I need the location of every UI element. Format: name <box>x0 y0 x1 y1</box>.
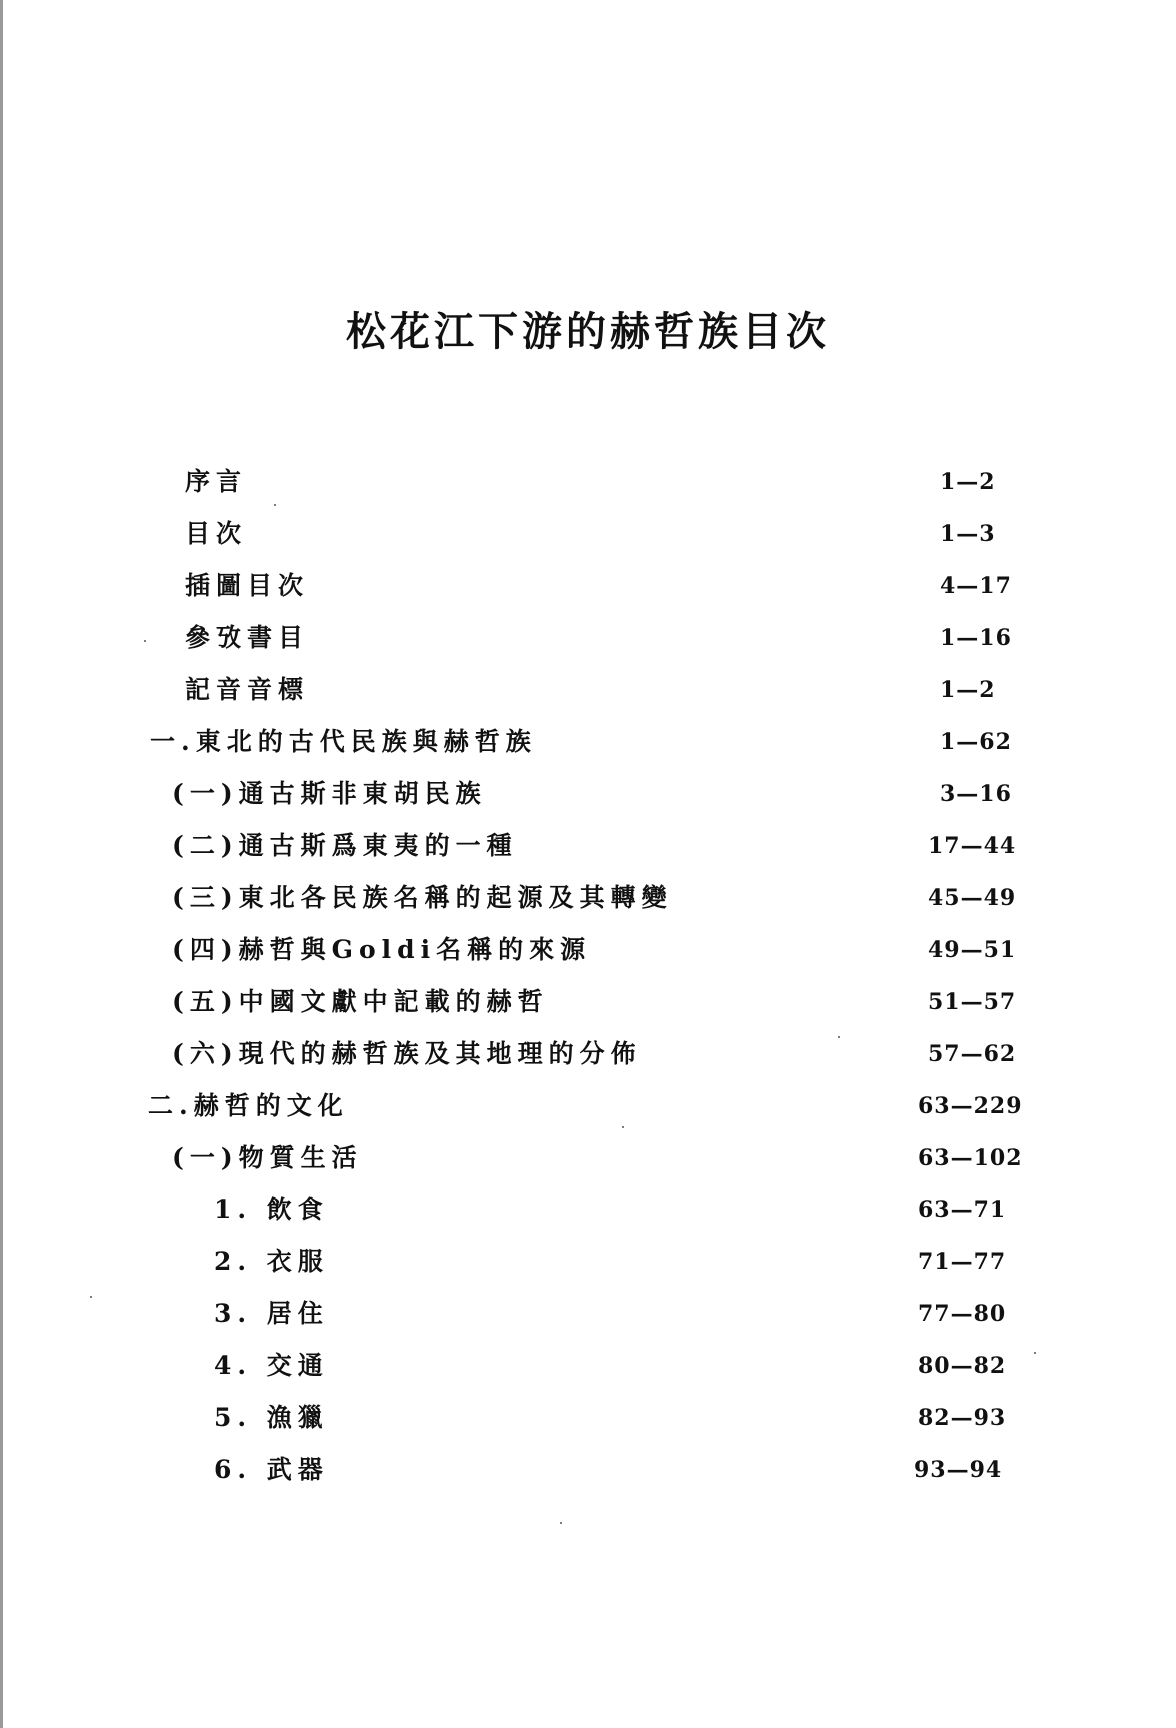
toc-entry-pages: 1—2 <box>940 469 996 495</box>
toc-entry <box>0 618 1176 658</box>
toc-entry-label: 1. 飲食 <box>214 1195 329 1224</box>
toc-entry <box>0 1138 1176 1178</box>
toc-entry-pages: 82—93 <box>918 1405 1007 1431</box>
toc-entry-pages: 93—94 <box>914 1457 1003 1483</box>
toc-entry <box>0 826 1176 866</box>
toc-entry-label: 6. 武器 <box>214 1455 329 1484</box>
scan-speck <box>90 1296 92 1298</box>
toc-entry-label: (三)東北各民族名稱的起源及其轉變 <box>172 883 673 912</box>
toc-entry <box>0 774 1176 814</box>
toc-entry-pages: 1—2 <box>940 677 996 703</box>
toc-entry <box>0 1034 1176 1074</box>
page-title: 松花江下游的赫哲族目次 <box>346 308 830 355</box>
toc-entry-label: 一.東北的古代民族與赫哲族 <box>150 727 537 756</box>
scan-speck <box>274 504 276 506</box>
toc-entry-label: (五)中國文獻中記載的赫哲 <box>172 987 549 1016</box>
scan-speck <box>838 1036 840 1038</box>
toc-entry-pages: 49—51 <box>928 937 1017 963</box>
toc-entry-label: (一)物質生活 <box>172 1143 363 1172</box>
scan-speck <box>622 1126 624 1128</box>
toc-entry-label: (六)現代的赫哲族及其地理的分佈 <box>172 1039 642 1068</box>
toc-entry <box>0 930 1176 970</box>
scan-speck <box>560 1522 562 1524</box>
toc-entry-label: 二.赫哲的文化 <box>148 1091 349 1120</box>
toc-entry-pages: 1—3 <box>940 521 996 547</box>
toc-entry-pages: 57—62 <box>928 1041 1017 1067</box>
toc-entry <box>0 982 1176 1022</box>
toc-entry-pages: 3—16 <box>940 781 1012 807</box>
toc-entry-pages: 4—17 <box>940 573 1012 599</box>
scan-speck <box>1034 1352 1036 1354</box>
scan-speck <box>144 640 146 642</box>
toc-entry-label: 參攷書目 <box>185 623 310 652</box>
toc-entry-pages: 1—16 <box>940 625 1012 651</box>
toc-entry-label: 序言 <box>185 467 248 496</box>
toc-entry <box>0 566 1176 606</box>
toc-entry <box>0 1242 1176 1282</box>
toc-entry-pages: 45—49 <box>928 885 1017 911</box>
toc-entry-label: 記音音標 <box>185 675 310 704</box>
toc-entry <box>0 670 1176 710</box>
toc-entry <box>0 514 1176 554</box>
toc-entry-pages: 71—77 <box>918 1249 1007 1275</box>
toc-entry-label: (二)通古斯爲東夷的一種 <box>172 831 518 860</box>
toc-entry-label: 2. 衣服 <box>214 1247 329 1276</box>
toc-entry-label: 5. 漁獵 <box>214 1403 329 1432</box>
toc-entry <box>0 462 1176 502</box>
toc-entry-pages: 63—229 <box>918 1093 1023 1119</box>
toc-entry-pages: 77—80 <box>918 1301 1007 1327</box>
toc-entry <box>0 1398 1176 1438</box>
toc-entry-pages: 51—57 <box>928 989 1017 1015</box>
toc-entry-label: (四)赫哲與Goldi名稱的來源 <box>172 935 592 964</box>
toc-entry-pages: 63—71 <box>918 1197 1007 1223</box>
toc-entry <box>0 1346 1176 1386</box>
toc-entry-label: 插圖目次 <box>185 571 310 600</box>
toc-entry-pages: 17—44 <box>928 833 1017 859</box>
toc-entry-label: 目次 <box>185 519 248 548</box>
toc-entry-label: 3. 居住 <box>214 1299 329 1328</box>
toc-entry-pages: 63—102 <box>918 1145 1023 1171</box>
toc-entry-pages: 80—82 <box>918 1353 1007 1379</box>
toc-entry <box>0 1190 1176 1230</box>
toc-entry <box>0 878 1176 918</box>
toc-entry-pages: 1—62 <box>940 729 1012 755</box>
toc-entry <box>0 1294 1176 1334</box>
toc-entry <box>0 1086 1176 1126</box>
toc-entry-label: (一)通古斯非東胡民族 <box>172 779 487 808</box>
toc-entry <box>0 1450 1176 1490</box>
toc-entry-label: 4. 交通 <box>214 1351 329 1380</box>
toc-entry <box>0 722 1176 762</box>
